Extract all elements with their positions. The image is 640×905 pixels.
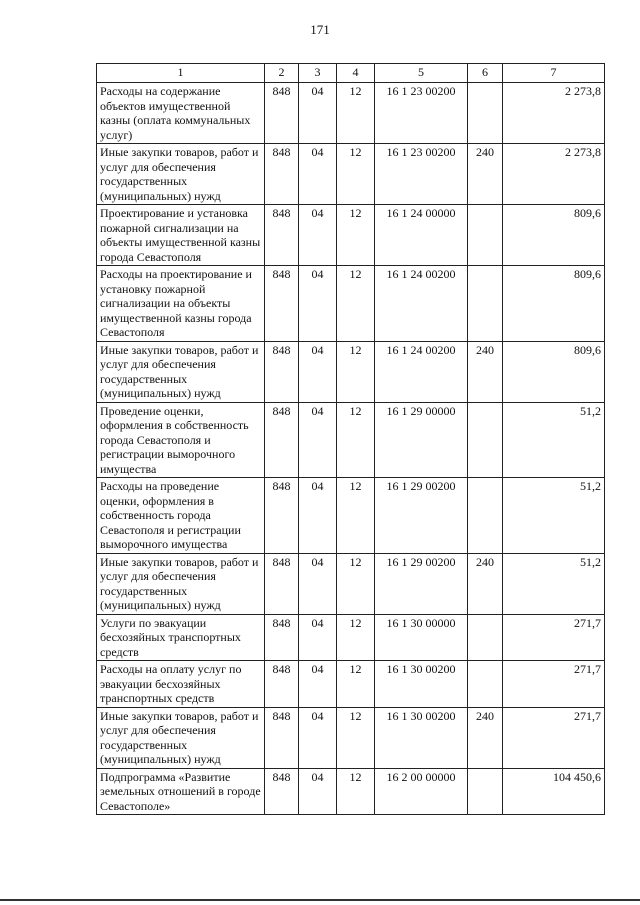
row-col-7: 271,7 [503, 614, 605, 661]
table-row [97, 341, 605, 402]
row-col-6: 240 [468, 553, 503, 614]
row-col-6 [468, 614, 503, 661]
row-col-7: 809,6 [503, 266, 605, 342]
row-col-4: 12 [337, 768, 375, 815]
row-col-2: 848 [265, 768, 299, 815]
row-col-5: 16 2 00 00000 [375, 768, 468, 815]
row-col-4: 12 [337, 144, 375, 205]
row-col-4: 12 [337, 661, 375, 708]
row-name: Иные закупки товаров, работ и услуг для обеспечения государственных (муниципальных) нужд [97, 341, 265, 402]
row-name: Расходы на проектирование и установку пожарной сигнализации на объекты имущественной казны города Севастополя [97, 266, 265, 342]
row-col-6 [468, 402, 503, 478]
row-col-3: 04 [299, 83, 337, 144]
row-name: Услуги по эвакуации бесхозяйных транспортных средств [97, 614, 265, 661]
budget-table [96, 63, 605, 815]
table-row [97, 266, 605, 342]
row-name: Расходы на содержание объектов имущественной казны (оплата коммунальных услуг) [97, 83, 265, 144]
row-name: Проведение оценки, оформления в собственность города Севастополя и регистрации выморочного имущества [97, 402, 265, 478]
row-col-4: 12 [337, 341, 375, 402]
row-col-6: 240 [468, 341, 503, 402]
row-col-3: 04 [299, 144, 337, 205]
row-col-3: 04 [299, 341, 337, 402]
row-name: Проектирование и установка пожарной сигнализации на объекты имущественной казны города Севастополя [97, 205, 265, 266]
row-col-3: 04 [299, 402, 337, 478]
row-col-6 [468, 83, 503, 144]
row-col-7: 51,2 [503, 402, 605, 478]
table-header-row [97, 64, 605, 83]
header-col-1: 1 [97, 64, 265, 83]
row-col-2: 848 [265, 614, 299, 661]
row-col-4: 12 [337, 553, 375, 614]
row-col-3: 04 [299, 205, 337, 266]
row-col-2: 848 [265, 402, 299, 478]
table-row [97, 661, 605, 708]
row-col-5: 16 1 29 00000 [375, 402, 468, 478]
row-name: Расходы на оплату услуг по эвакуации бесхозяйных транспортных средств [97, 661, 265, 708]
table-row [97, 402, 605, 478]
row-col-2: 848 [265, 707, 299, 768]
row-col-6 [468, 768, 503, 815]
row-col-5: 16 1 30 00200 [375, 661, 468, 708]
row-col-4: 12 [337, 402, 375, 478]
header-col-7: 7 [503, 64, 605, 83]
row-col-6 [468, 205, 503, 266]
row-name: Иные закупки товаров, работ и услуг для обеспечения государственных (муниципальных) нужд [97, 144, 265, 205]
row-col-7: 2 273,8 [503, 144, 605, 205]
page-number: 171 [310, 22, 330, 37]
header-col-5: 5 [375, 64, 468, 83]
row-col-3: 04 [299, 661, 337, 708]
row-col-5: 16 1 24 00200 [375, 341, 468, 402]
header-col-2: 2 [265, 64, 299, 83]
row-col-5: 16 1 23 00200 [375, 83, 468, 144]
header-col-6: 6 [468, 64, 503, 83]
row-col-7: 271,7 [503, 707, 605, 768]
row-col-4: 12 [337, 707, 375, 768]
row-col-5: 16 1 23 00200 [375, 144, 468, 205]
row-col-7: 809,6 [503, 341, 605, 402]
table-row [97, 478, 605, 554]
header-col-4: 4 [337, 64, 375, 83]
row-col-2: 848 [265, 83, 299, 144]
row-col-6 [468, 661, 503, 708]
table-row [97, 768, 605, 815]
row-col-7: 271,7 [503, 661, 605, 708]
row-name: Иные закупки товаров, работ и услуг для обеспечения государственных (муниципальных) нужд [97, 553, 265, 614]
row-col-6 [468, 266, 503, 342]
row-col-5: 16 1 30 00000 [375, 614, 468, 661]
row-col-2: 848 [265, 661, 299, 708]
row-col-3: 04 [299, 768, 337, 815]
page-bottom-edge [0, 899, 640, 901]
row-col-2: 848 [265, 144, 299, 205]
row-col-3: 04 [299, 478, 337, 554]
row-name: Расходы на проведение оценки, оформления в собственность города Севастополя и регистрации выморочного имущества [97, 478, 265, 554]
row-col-6: 240 [468, 707, 503, 768]
row-col-3: 04 [299, 553, 337, 614]
row-col-2: 848 [265, 341, 299, 402]
row-col-6 [468, 478, 503, 554]
row-col-5: 16 1 24 00000 [375, 205, 468, 266]
row-col-2: 848 [265, 553, 299, 614]
row-col-7: 809,6 [503, 205, 605, 266]
header-col-3: 3 [299, 64, 337, 83]
table-row [97, 707, 605, 768]
row-col-7: 51,2 [503, 553, 605, 614]
table-row [97, 614, 605, 661]
table-row [97, 83, 605, 144]
row-name: Иные закупки товаров, работ и услуг для обеспечения государственных (муниципальных) нужд [97, 707, 265, 768]
row-col-6: 240 [468, 144, 503, 205]
row-col-5: 16 1 30 00200 [375, 707, 468, 768]
row-col-5: 16 1 29 00200 [375, 553, 468, 614]
table-row [97, 553, 605, 614]
row-col-5: 16 1 29 00200 [375, 478, 468, 554]
row-col-3: 04 [299, 614, 337, 661]
row-col-4: 12 [337, 205, 375, 266]
table-row [97, 205, 605, 266]
table-row [97, 144, 605, 205]
row-col-2: 848 [265, 478, 299, 554]
row-col-4: 12 [337, 614, 375, 661]
row-col-5: 16 1 24 00200 [375, 266, 468, 342]
row-name: Подпрограмма «Развитие земельных отношений в городе Севастополе» [97, 768, 265, 815]
row-col-3: 04 [299, 266, 337, 342]
row-col-4: 12 [337, 478, 375, 554]
row-col-4: 12 [337, 83, 375, 144]
row-col-3: 04 [299, 707, 337, 768]
row-col-4: 12 [337, 266, 375, 342]
row-col-7: 104 450,6 [503, 768, 605, 815]
row-col-7: 2 273,8 [503, 83, 605, 144]
row-col-2: 848 [265, 205, 299, 266]
row-col-7: 51,2 [503, 478, 605, 554]
row-col-2: 848 [265, 266, 299, 342]
